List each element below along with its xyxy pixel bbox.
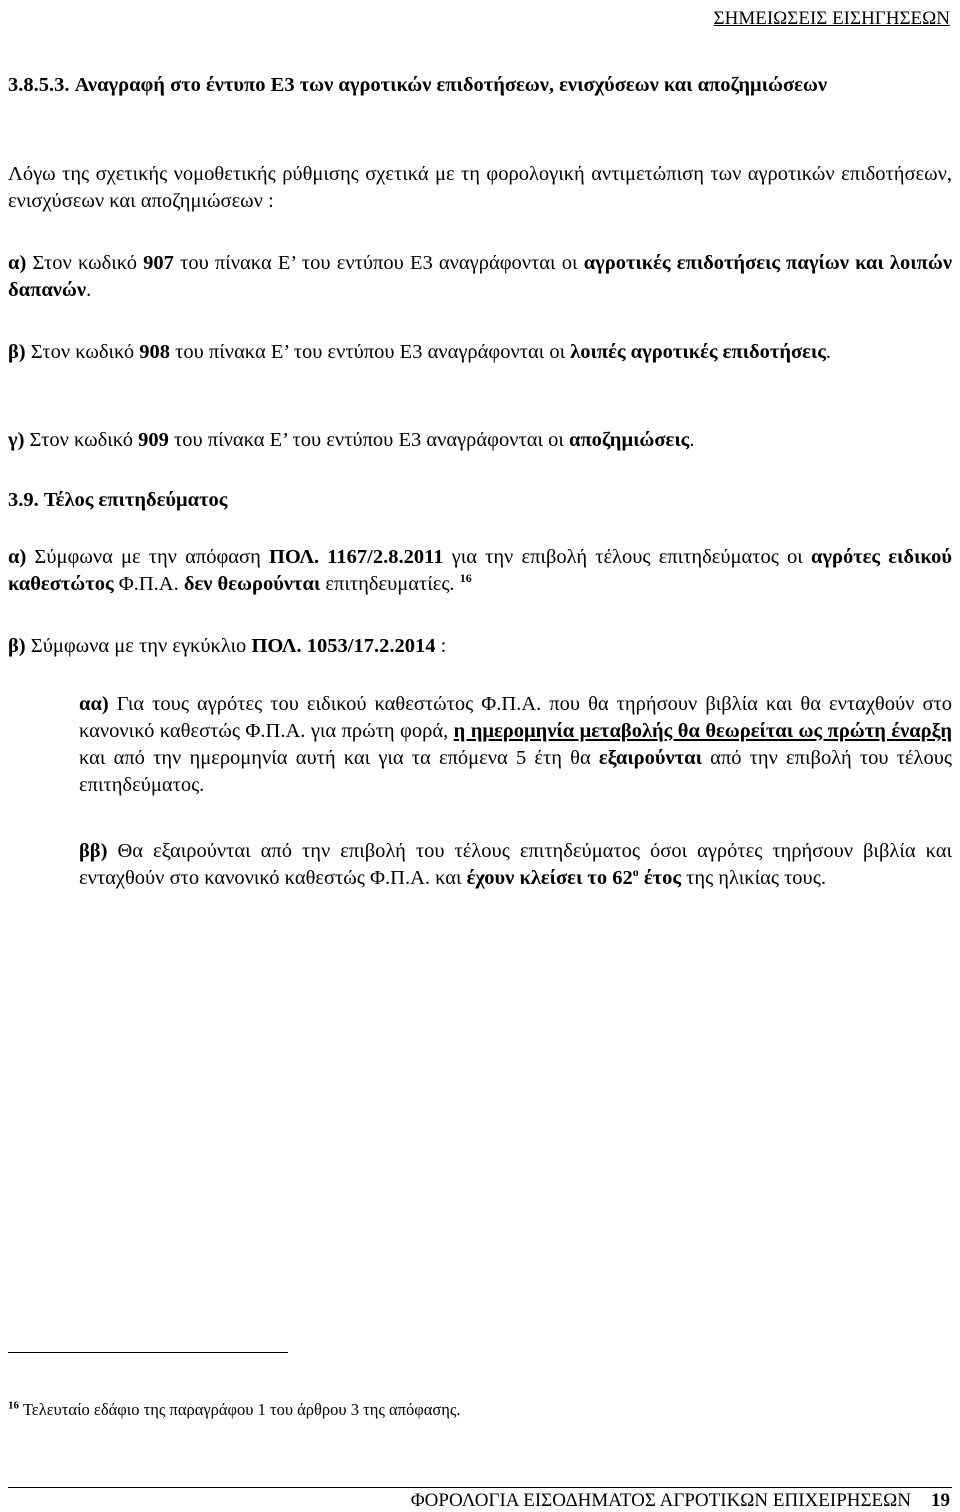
item-text: Στον κωδικό [26,252,144,274]
item-text: και από την ημερομηνία αυτή και για τα επόμενα 5 έτη θα [79,747,599,769]
item-text: Σύμφωνα με την εγκύκλιο [25,635,252,657]
item-text: για την επιβολή τέλους επιτηδεύματος οι [443,546,811,568]
item-text: . [86,279,92,301]
item-label: αα) [79,693,109,715]
item-text: Για τους αγρότες του ειδικού καθεστώτος Φ.Π.Α. που θα τηρήσουν βιβλία και θα ενταχθούν στο κανονικό καθεστώς Φ.Π.Α. για πρώτη φορά, [79,693,952,742]
section-3-9-heading [8,487,952,514]
code-908: 908 [139,341,171,363]
item-text: Θα εξαιρούνται από την επιβολή του τέλους επιτηδεύματος όσοι αγρότες τηρήσουν βιβλία και ενταχθούν στο κανονικό καθεστώς Φ.Π.Α. και [79,840,952,889]
section-title: Τέλος επιτηδεύματος [43,489,228,511]
section-number: 3.9. [8,489,39,511]
item-text: Σύμφωνα με την απόφαση [26,546,269,568]
item-label: β) [8,341,26,363]
bold-phrase: έχουν κλείσει το 62 [466,867,633,889]
item-b-bold: λοιπές αγροτικές επιδοτήσεις [570,341,826,363]
item-text: του πίνακα Ε’ του εντύπου Ε3 αναγράφονται οι [168,429,569,451]
section-3-8-5-3-heading [8,72,952,99]
item-text: . [825,341,831,363]
footnote-text: Τελευταίο εδάφιο της παραγράφου 1 του άρθρου 3 της απόφασης. [19,1400,461,1419]
item-a-bold: αγροτικές επιδοτήσεις παγίων και λοιπών δαπανών [8,252,952,301]
item-b-paragraph [8,339,952,366]
item-text: επιτηδευματίες. [320,573,455,595]
bold-underlined-phrase: η ημερομηνία μεταβολής θα θεωρείται ως πρώτη έναρξη [453,720,952,742]
pol-reference: ΠΟΛ. 1053/17.2.2014 [251,635,436,657]
item-label: α) [8,546,27,568]
page-number: 19 [931,1490,950,1511]
item-text: . [689,429,695,451]
intro-paragraph: Λόγω της σχετικής νομοθετικής ρύθμισης σχετικά με τη φορολογική αντιμετώπιση των αγροτικών επιδοτήσεων, ενισχύσεων και αποζημιώσεων : [8,163,952,212]
bold-phrase: αγρότες ειδικού καθεστώτος [8,546,952,595]
bold-phrase: εξαιρούνται [598,747,702,769]
footer-title: ΦΟΡΟΛΟΓΙΑ ΕΙΣΟΔΗΜΑΤΟΣ ΑΓΡΟΤΙΚΩΝ ΕΠΙΧΕΙΡΗΣΕΩΝ [410,1490,911,1511]
code-907: 907 [143,252,174,274]
item-c-bold: αποζημιώσεις [569,429,690,451]
footnote-divider [8,1352,288,1353]
s39-aa-paragraph [79,691,952,799]
pol-reference: ΠΟΛ. 1167/2.8.2011 [268,546,444,568]
s39-bb-paragraph [79,838,952,892]
item-text: Στον κωδικό [24,429,139,451]
item-c-paragraph [8,427,952,454]
section-number: 3.8.5.3. [8,74,70,96]
footnote-reference[interactable]: 16 [459,571,472,586]
section-title: Αναγραφή στο έντυπο Ε3 των αγροτικών επιδοτήσεων, ενισχύσεων και αποζημιώσεων [74,74,828,96]
item-text: : [435,635,447,657]
ordinal-superscript: ο [632,865,639,880]
bold-phrase: δεν θεωρούνται [183,573,321,595]
item-text: του πίνακα Ε’ του εντύπου Ε3 αναγράφονται οι [173,252,584,274]
item-text: Στον κωδικό [25,341,140,363]
item-text: του πίνακα Ε’ του εντύπου Ε3 αναγράφονται οι [170,341,571,363]
page-header: ΣΗΜΕΙΩΣΕΙΣ ΕΙΣΗΓΗΣΕΩΝ [713,8,950,29]
s39-b-paragraph [8,633,952,660]
footnote-number: 16 [8,1399,19,1412]
item-text: Φ.Π.Α. [113,573,184,595]
footer-divider [8,1487,952,1488]
item-label: γ) [8,429,25,451]
page-footer [411,1490,950,1512]
code-909: 909 [138,429,169,451]
item-label: ββ) [79,840,108,862]
item-a-paragraph [8,250,952,304]
item-text: της ηλικίας τους. [680,867,826,889]
bold-phrase: έτος [638,867,681,889]
s39-a-paragraph [8,544,952,598]
item-label: α) [8,252,27,274]
footnote [8,1400,461,1420]
item-text: από την επιβολή του τέλους επιτηδεύματος. [79,747,952,796]
item-label: β) [8,635,26,657]
